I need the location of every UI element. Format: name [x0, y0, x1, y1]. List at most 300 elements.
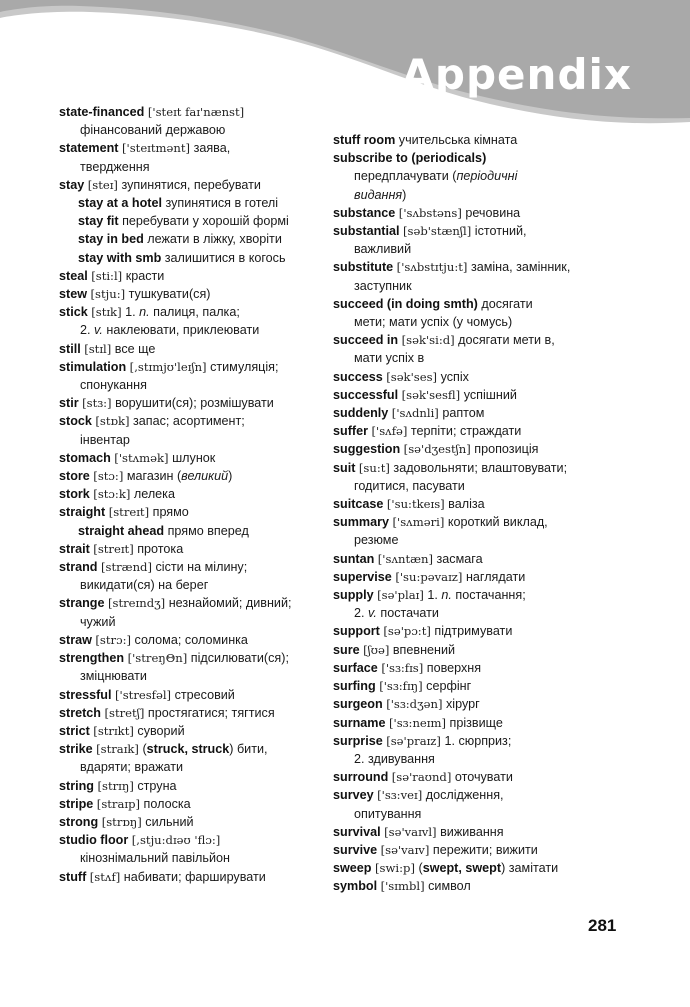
glossary-entry [59, 522, 327, 540]
definition: лежати в ліжку, хворіти [147, 232, 282, 247]
definition: перебувати у хорошій формі [122, 214, 289, 229]
headword: store [59, 469, 90, 484]
glossary-entry [59, 212, 327, 230]
glossary-entry [59, 249, 327, 267]
headword: stressful [59, 687, 112, 702]
definition: хірург [445, 697, 480, 712]
transcription: ['sʌfə] [371, 424, 408, 439]
transcription: ['sɜ:neɪm] [389, 715, 447, 730]
continuation-text: кінознімальний павільйон [80, 851, 230, 866]
definition-continuation [59, 667, 327, 685]
transcription: [sə'dʒestʃn] [403, 442, 471, 457]
definition-continuation [333, 349, 633, 367]
glossary-entry [59, 139, 327, 175]
definition: досягати [481, 296, 533, 311]
headword: steal [59, 268, 88, 283]
continuation-italic: v. [94, 323, 103, 338]
glossary-entry [333, 841, 633, 859]
transcription: [sək'si:d] [401, 333, 455, 348]
definition: речовина [465, 205, 521, 220]
transcription: [sə'vaɪv] [380, 842, 430, 857]
continuation-text: опитування [354, 806, 422, 821]
transcription: [stɔ:k] [93, 487, 131, 502]
definition: стимуляція; [210, 359, 279, 374]
headword: stomach [59, 450, 111, 465]
definition-italic: n. [139, 305, 150, 320]
definition: успіх [440, 369, 469, 384]
glossary-entry [59, 686, 327, 704]
transcription: ['su:pəvaɪz] [395, 569, 463, 584]
glossary-entry [59, 777, 327, 795]
definition: прізвище [449, 715, 503, 730]
headword: studio floor [59, 833, 129, 848]
glossary-entry [333, 859, 633, 877]
transcription: [su:t] [358, 460, 390, 475]
definition-continuation [59, 158, 327, 176]
glossary-entry [333, 586, 633, 622]
definition-continuation [59, 613, 327, 631]
continuation-text: вдаряти; вражати [80, 760, 184, 775]
transcription: [strɔ:] [95, 632, 132, 647]
headword: strait [59, 541, 90, 556]
definition-continuation [333, 477, 633, 495]
headword: substantial [333, 224, 400, 239]
headword: stir [59, 396, 79, 411]
transcription: [stɒk] [95, 414, 130, 429]
definition-continuation [59, 121, 327, 139]
transcription: [straɪp] [96, 796, 141, 811]
headword: stay in bed [78, 232, 144, 247]
definition-continuation [333, 313, 633, 331]
verb-forms: swept, swept [422, 861, 502, 876]
transcription: [sə'pɔ:t] [383, 624, 431, 639]
transcription: ['streŋΘn] [127, 651, 188, 666]
definition-continuation [333, 604, 633, 622]
definition: прямо [152, 505, 189, 520]
headword: symbol [333, 879, 378, 894]
definition: тушкувати(ся) [128, 287, 211, 302]
headword: substitute [333, 260, 394, 275]
glossary-entry [59, 558, 327, 594]
glossary-entry [59, 649, 327, 685]
glossary-entry [59, 340, 327, 358]
headword: suddenly [333, 406, 389, 421]
definition: зупинятися в готелі [165, 196, 279, 211]
definition: терпіти; страждати [410, 424, 522, 439]
definition: наглядати [465, 569, 526, 584]
headword: strike [59, 742, 93, 757]
headword: still [59, 341, 81, 356]
definition: ( [418, 861, 423, 876]
glossary-entry [333, 404, 633, 422]
definition: шлунок [172, 450, 216, 465]
definition: істотний, [474, 224, 527, 239]
headword: survey [333, 788, 374, 803]
headword: surgeon [333, 697, 383, 712]
transcription: [sə'praɪz] [386, 733, 441, 748]
transcription: [sti:l] [91, 268, 123, 283]
headword: stripe [59, 796, 94, 811]
headword: suntan [333, 551, 375, 566]
transcription: [streɪt] [93, 541, 134, 556]
headword: summary [333, 515, 390, 530]
continuation-text: твердження [80, 159, 150, 174]
continuation-text: резюме [354, 533, 399, 548]
transcription: ['sɜ:fɪs] [381, 660, 424, 675]
transcription: ['su:tkeɪs] [386, 497, 445, 512]
definition: задовольняти; влаштовувати; [393, 460, 568, 475]
headword: succeed in [333, 333, 399, 348]
glossary-entry [333, 495, 633, 513]
transcription: ['stresfəl] [115, 687, 172, 702]
glossary-entry [59, 868, 327, 886]
definition: ворушити(ся); розмішувати [115, 396, 274, 411]
definition: сісти на мілину; [155, 560, 248, 575]
continuation-text: викидати(ся) на берег [80, 578, 209, 593]
headword: substance [333, 205, 396, 220]
glossary-entry [59, 230, 327, 248]
transcription: [sək'sesfl] [401, 387, 461, 402]
definition: незнайомий; дивний; [168, 596, 292, 611]
transcription: [steɪ] [87, 177, 118, 192]
transcription: [stʌf] [89, 869, 121, 884]
glossary-entry [59, 740, 327, 776]
definition: пропозиція [474, 442, 539, 457]
definition-continuation: видання) [354, 187, 407, 202]
continuation-text: важливий [354, 242, 412, 257]
definition-continuation [333, 750, 633, 768]
definition: засмага [436, 551, 483, 566]
glossary-entry [333, 258, 633, 294]
definition: підтримувати [434, 624, 513, 639]
continuation-text: зміцнювати [80, 669, 147, 684]
glossary-entry [333, 440, 633, 458]
headword: strict [59, 723, 90, 738]
glossary-entry [59, 631, 327, 649]
definition-italic: великий [181, 469, 229, 484]
glossary-entry [333, 331, 633, 367]
definition-cont: ) [228, 469, 233, 484]
definition: досягати мети в, [458, 333, 555, 348]
definition-continuation [333, 167, 633, 185]
headword: stay fit [78, 214, 119, 229]
definition: запас; асортимент; [133, 414, 245, 429]
transcription: [stɪl] [84, 341, 112, 356]
glossary-entry [333, 568, 633, 586]
definition: успішний [463, 387, 517, 402]
transcription: [stɔ:] [93, 469, 124, 484]
headword: stock [59, 414, 92, 429]
glossary-entry [59, 358, 327, 394]
continuation-text: постачати [380, 606, 439, 621]
definition: протока [137, 541, 184, 556]
transcription: ['sʌntæn] [377, 551, 434, 566]
headword: suggestion [333, 442, 401, 457]
continuation-text: 2. [354, 606, 365, 621]
headword: suffer [333, 424, 368, 439]
glossary-column-left [59, 103, 327, 886]
transcription: [ʃʊə] [363, 642, 390, 657]
transcription: [streɪt] [108, 505, 150, 520]
continuation-text: спонукання [80, 378, 147, 393]
glossary-entry [333, 149, 633, 204]
page-title: Appendix [401, 50, 632, 99]
headword: stuff room [333, 133, 396, 147]
continuation-text: мати успіх в [354, 351, 425, 366]
glossary-entry [333, 295, 633, 331]
glossary-entry [59, 449, 327, 467]
definition: суворий [137, 723, 185, 738]
transcription: [stju:] [90, 287, 126, 302]
definition-continuation [59, 376, 327, 394]
definition: впевнений [392, 642, 456, 657]
page-number: 281 [588, 916, 617, 935]
headword: surprise [333, 733, 383, 748]
glossary-entry [333, 222, 633, 258]
transcription: ['sʌbstəns] [398, 205, 462, 220]
glossary-entry [333, 677, 633, 695]
glossary-entry [333, 732, 633, 768]
definition-continuation [59, 431, 327, 449]
transcription: [sə'vaɪvl] [384, 824, 437, 839]
headword: strand [59, 560, 98, 575]
definition: учительська кімната [398, 133, 518, 147]
transcription: [stɜ:] [82, 396, 112, 411]
glossary-entry [59, 176, 327, 194]
transcription: ['steɪtmənt] [122, 141, 191, 156]
transcription: [streɪndʒ] [108, 596, 166, 611]
continuation-text: чужий [80, 614, 116, 629]
definition-continuation [333, 531, 633, 549]
glossary-entry [59, 503, 327, 521]
definition: лелека [133, 487, 175, 502]
transcription: [sə'plaɪ] [377, 588, 424, 603]
headword: string [59, 778, 94, 793]
transcription: [sə'raʊnd] [391, 770, 452, 785]
continuation-italic: v. [368, 606, 377, 621]
glossary-entry [59, 285, 327, 303]
transcription: ['sʌdnli] [391, 406, 439, 421]
glossary-entry [59, 594, 327, 630]
definition: красти [125, 268, 165, 283]
glossary-entry [59, 485, 327, 503]
headword: surname [333, 715, 386, 730]
glossary-entry [59, 412, 327, 448]
headword: sweep [333, 861, 372, 876]
continuation-text: фінансований державою [80, 123, 226, 138]
definition-continuation [59, 849, 327, 867]
definition: символ [428, 879, 471, 894]
transcription: ['stʌmək] [114, 450, 169, 465]
headword: stimulation [59, 359, 127, 374]
headword: surface [333, 660, 378, 675]
definition: струна [137, 778, 177, 793]
glossary-entry [59, 303, 327, 339]
glossary-entry [59, 467, 327, 485]
glossary-entry [333, 459, 633, 495]
definition-cont: палиця, палка; [153, 305, 240, 320]
definition: сильний [145, 814, 194, 829]
definition-continuation [59, 758, 327, 776]
glossary-entry [333, 513, 633, 549]
definition: магазин ( [126, 469, 182, 484]
definition: 1. сюрприз; [444, 733, 512, 748]
definition: оточувати [454, 770, 513, 785]
headword: suitcase [333, 497, 384, 512]
definition: короткий виклад, [447, 515, 548, 530]
glossary-entry [59, 194, 327, 212]
headword: state-financed [59, 105, 145, 119]
definition: полоска [143, 796, 191, 811]
headword: sure [333, 642, 360, 657]
headword: strengthen [59, 651, 125, 666]
continuation-text: 2. здивування [354, 751, 435, 766]
headword: successful [333, 387, 399, 402]
continuation-text: годитися, пасувати [354, 478, 465, 493]
definition: 1. [427, 588, 438, 603]
glossary-column-right [333, 131, 633, 896]
definition: набивати; фарширувати [123, 869, 266, 884]
continuation-text: заступник [354, 278, 412, 293]
definition-continuation [333, 277, 633, 295]
headword: supervise [333, 569, 392, 584]
headword: survival [333, 824, 381, 839]
verb-forms: struck, struck [146, 742, 230, 757]
transcription: [straɪk] [96, 742, 139, 757]
glossary-entry [333, 877, 633, 895]
transcription: ['sɜ:dʒən] [386, 697, 443, 712]
definition: залишитися в когось [164, 250, 286, 265]
transcription: ['sʌməri] [392, 515, 445, 530]
glossary-entry [59, 267, 327, 285]
transcription: [strɪŋ] [97, 778, 134, 793]
transcription: [sək'ses] [386, 369, 438, 384]
transcription: ['sʌbstɪtju:t] [396, 260, 468, 275]
definition: пережити; вижити [432, 842, 538, 857]
glossary-entry [333, 204, 633, 222]
headword: support [333, 624, 380, 639]
glossary-entry [59, 704, 327, 722]
headword: stretch [59, 705, 101, 720]
definition: заміна, замінник, [470, 260, 571, 275]
continuation-text: передплачувати ( [354, 169, 457, 184]
headword: straw [59, 632, 92, 647]
continuation-text: інвентар [80, 432, 130, 447]
continuation-italic: видання [354, 187, 403, 202]
glossary-entry [333, 131, 633, 149]
glossary-entry [333, 786, 633, 822]
definition-cont: постачання; [455, 588, 526, 603]
definition-cont: ) замітати [501, 861, 559, 876]
glossary-entry [59, 103, 327, 139]
definition-continuation [59, 576, 327, 594]
definition: раптом [442, 406, 485, 421]
glossary-entry [333, 422, 633, 440]
headword: strange [59, 596, 105, 611]
headword: stuff [59, 869, 87, 884]
glossary-entry [333, 386, 633, 404]
definition: підсилювати(ся); [190, 651, 289, 666]
headword: stew [59, 287, 87, 302]
definition: дослідження, [425, 788, 504, 803]
transcription: [strænd] [101, 560, 152, 575]
glossary-entry [59, 813, 327, 831]
continuation-italic: періодичні [456, 169, 518, 184]
glossary-entry [333, 714, 633, 732]
headword: surround [333, 770, 389, 785]
definition: стресовий [174, 687, 235, 702]
transcription: ['sɜ:fɪŋ] [379, 679, 423, 694]
definition-continuation [59, 321, 327, 339]
definition: все ще [114, 341, 156, 356]
headword: survive [333, 842, 378, 857]
definition: зупинятися, перебувати [121, 177, 261, 192]
glossary-entry [333, 550, 633, 568]
headword: stork [59, 487, 90, 502]
definition: солома; соломинка [134, 632, 248, 647]
headword: subscribe to (periodicals) [333, 151, 487, 166]
definition: заява, [193, 141, 231, 156]
transcription: [strɒŋ] [101, 814, 142, 829]
glossary-entry [59, 795, 327, 813]
definition: поверхня [426, 660, 482, 675]
definition-continuation [333, 240, 633, 258]
glossary-entry [333, 768, 633, 786]
definition: ( [142, 742, 147, 757]
definition-continuation [333, 805, 633, 823]
headword: success [333, 369, 383, 384]
definition: 1. [125, 305, 136, 320]
transcription: ['steɪt faɪ'nænst] [147, 105, 245, 119]
glossary-entry [333, 622, 633, 640]
glossary-entry [59, 831, 327, 867]
headword: stick [59, 305, 88, 320]
transcription: [stɪk] [91, 305, 122, 320]
glossary-entry [59, 722, 327, 740]
transcription: [swi:p] [375, 861, 415, 876]
transcription: [,stju:dɪəʊ 'flɔ:] [131, 833, 221, 848]
glossary-entry [59, 540, 327, 558]
headword: suit [333, 460, 356, 475]
headword: stay [59, 177, 85, 192]
transcription: ['sɪmbl] [380, 879, 425, 894]
definition: виживання [440, 824, 504, 839]
headword: statement [59, 141, 119, 156]
headword: stay with smb [78, 250, 162, 265]
headword: supply [333, 588, 374, 603]
transcription: ['sɜ:veɪ] [377, 788, 423, 803]
transcription: [səb'stænʃl] [402, 224, 472, 239]
glossary-entry [333, 823, 633, 841]
glossary-entry [59, 394, 327, 412]
headword: straight [59, 505, 106, 520]
headword: stay at a hotel [78, 196, 162, 211]
definition-italic: n. [441, 588, 452, 603]
headword: straight ahead [78, 523, 165, 538]
headword: succeed (in doing smth) [333, 296, 478, 311]
transcription: [strɪkt] [93, 723, 134, 738]
continuation-text: 2. [80, 323, 91, 338]
glossary-entry [333, 368, 633, 386]
headword: surfing [333, 679, 376, 694]
definition: прямо вперед [167, 523, 249, 538]
glossary-entry [333, 695, 633, 713]
headword: strong [59, 814, 99, 829]
definition-cont: ) бити, [229, 742, 268, 757]
transcription: [,stɪmjʊ'leɪʃn] [129, 359, 207, 374]
glossary-entry [333, 641, 633, 659]
definition: простягатися; тягтися [147, 705, 275, 720]
